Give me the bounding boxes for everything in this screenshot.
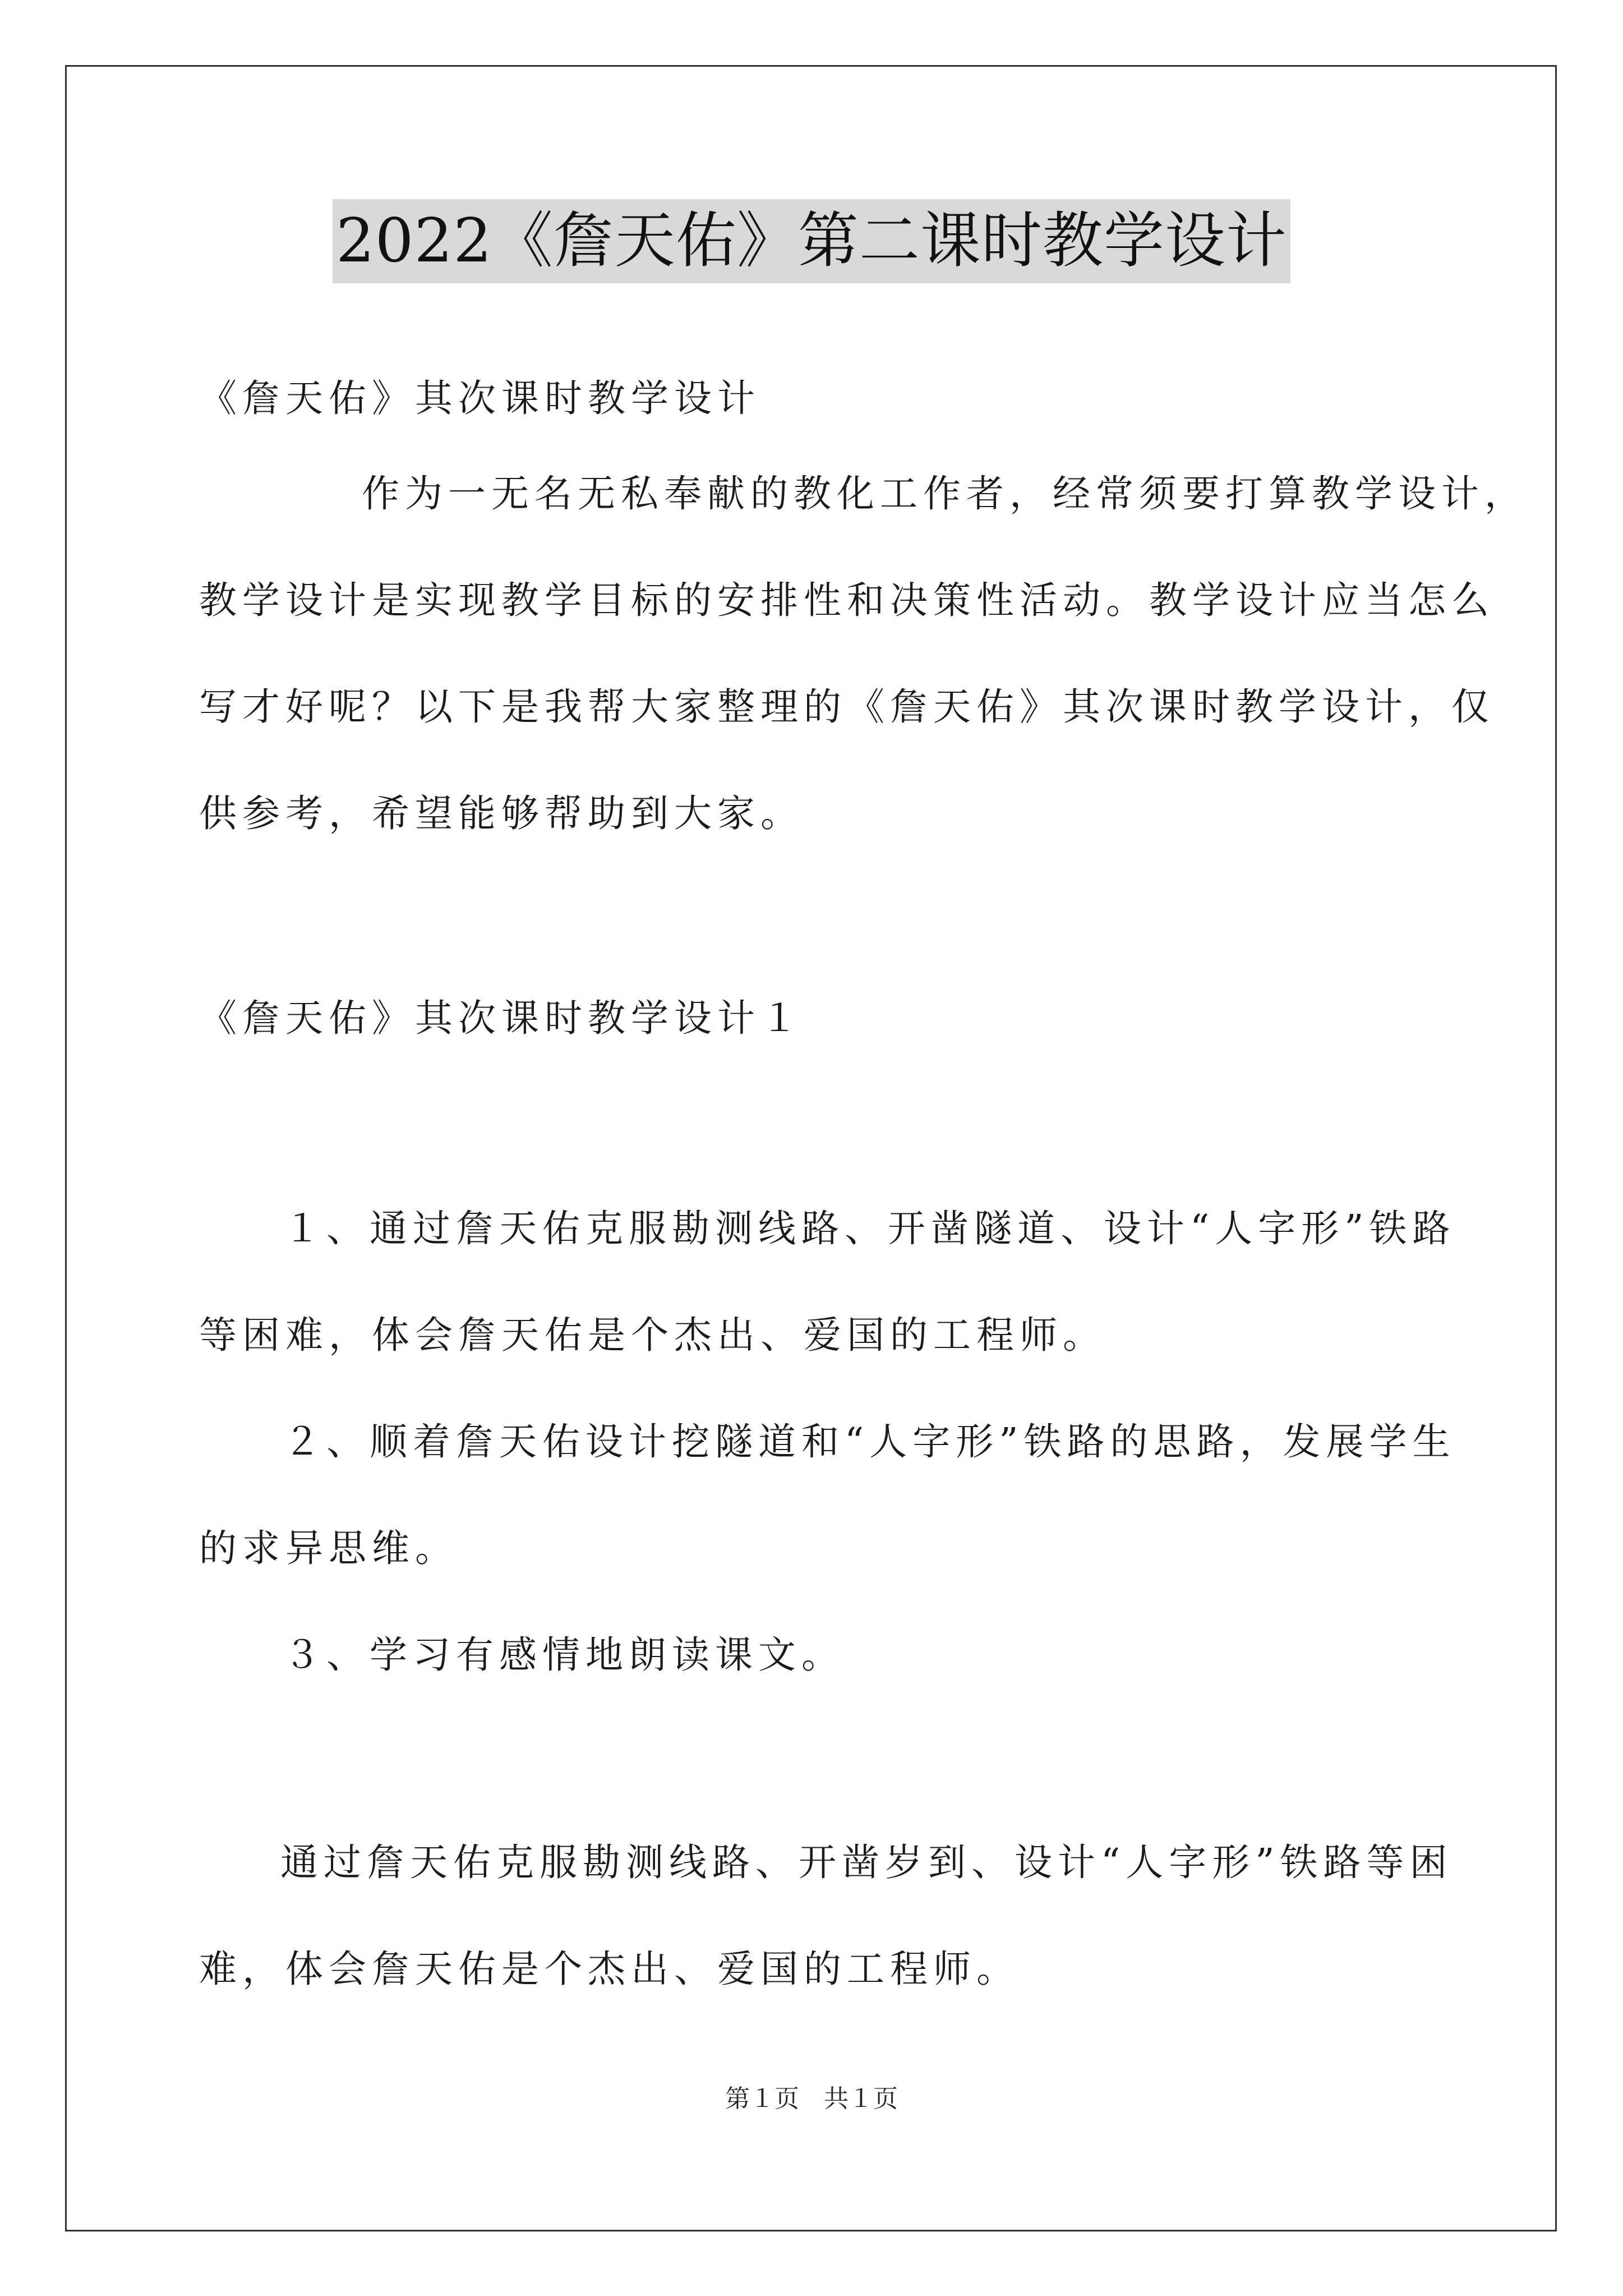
section-heading: 《詹天佑》其次课时教学设计１	[199, 996, 804, 1040]
intro-line-3: 写才好呢？以下是我帮大家整理的《詹天佑》其次课时教学设计，仅	[199, 685, 1495, 729]
intro-line-4: 供参考，希望能够帮助到大家。	[199, 792, 804, 835]
title-container	[0, 199, 1623, 283]
document-title: 2022《詹天佑》第二课时教学设计	[333, 199, 1290, 283]
intro-line-2: 教学设计是实现教学目标的安排性和决策性活动。教学设计应当怎么	[199, 578, 1495, 622]
goal-line-5: ３、学习有感情地朗读课文。	[283, 1633, 845, 1677]
focus-line-2: 难，体会詹天佑是个杰出、爱国的工程师。	[199, 1947, 1020, 1991]
goal-line-1: １、通过詹天佑克服勘测线路、开凿隧道、设计“人字形”铁路	[283, 1207, 1456, 1250]
page-footer: 第１页 共１页	[725, 2085, 898, 2113]
goal-line-4: 的求异思维。	[199, 1526, 458, 1570]
goal-line-3: ２、顺着詹天佑设计挖隧道和“人字形”铁路的思路，发展学生	[283, 1420, 1456, 1464]
focus-line-1: 通过詹天佑克服勘测线路、开凿岁到、设计“人字形”铁路等困	[280, 1841, 1453, 1884]
subtitle: 《詹天佑》其次课时教学设计	[199, 376, 760, 420]
intro-line-1: 作为一无名无私奉献的教化工作者，经常须要打算教学设计，	[362, 472, 1528, 516]
goal-line-2: 等困难，体会詹天佑是个杰出、爱国的工程师。	[199, 1313, 1106, 1357]
